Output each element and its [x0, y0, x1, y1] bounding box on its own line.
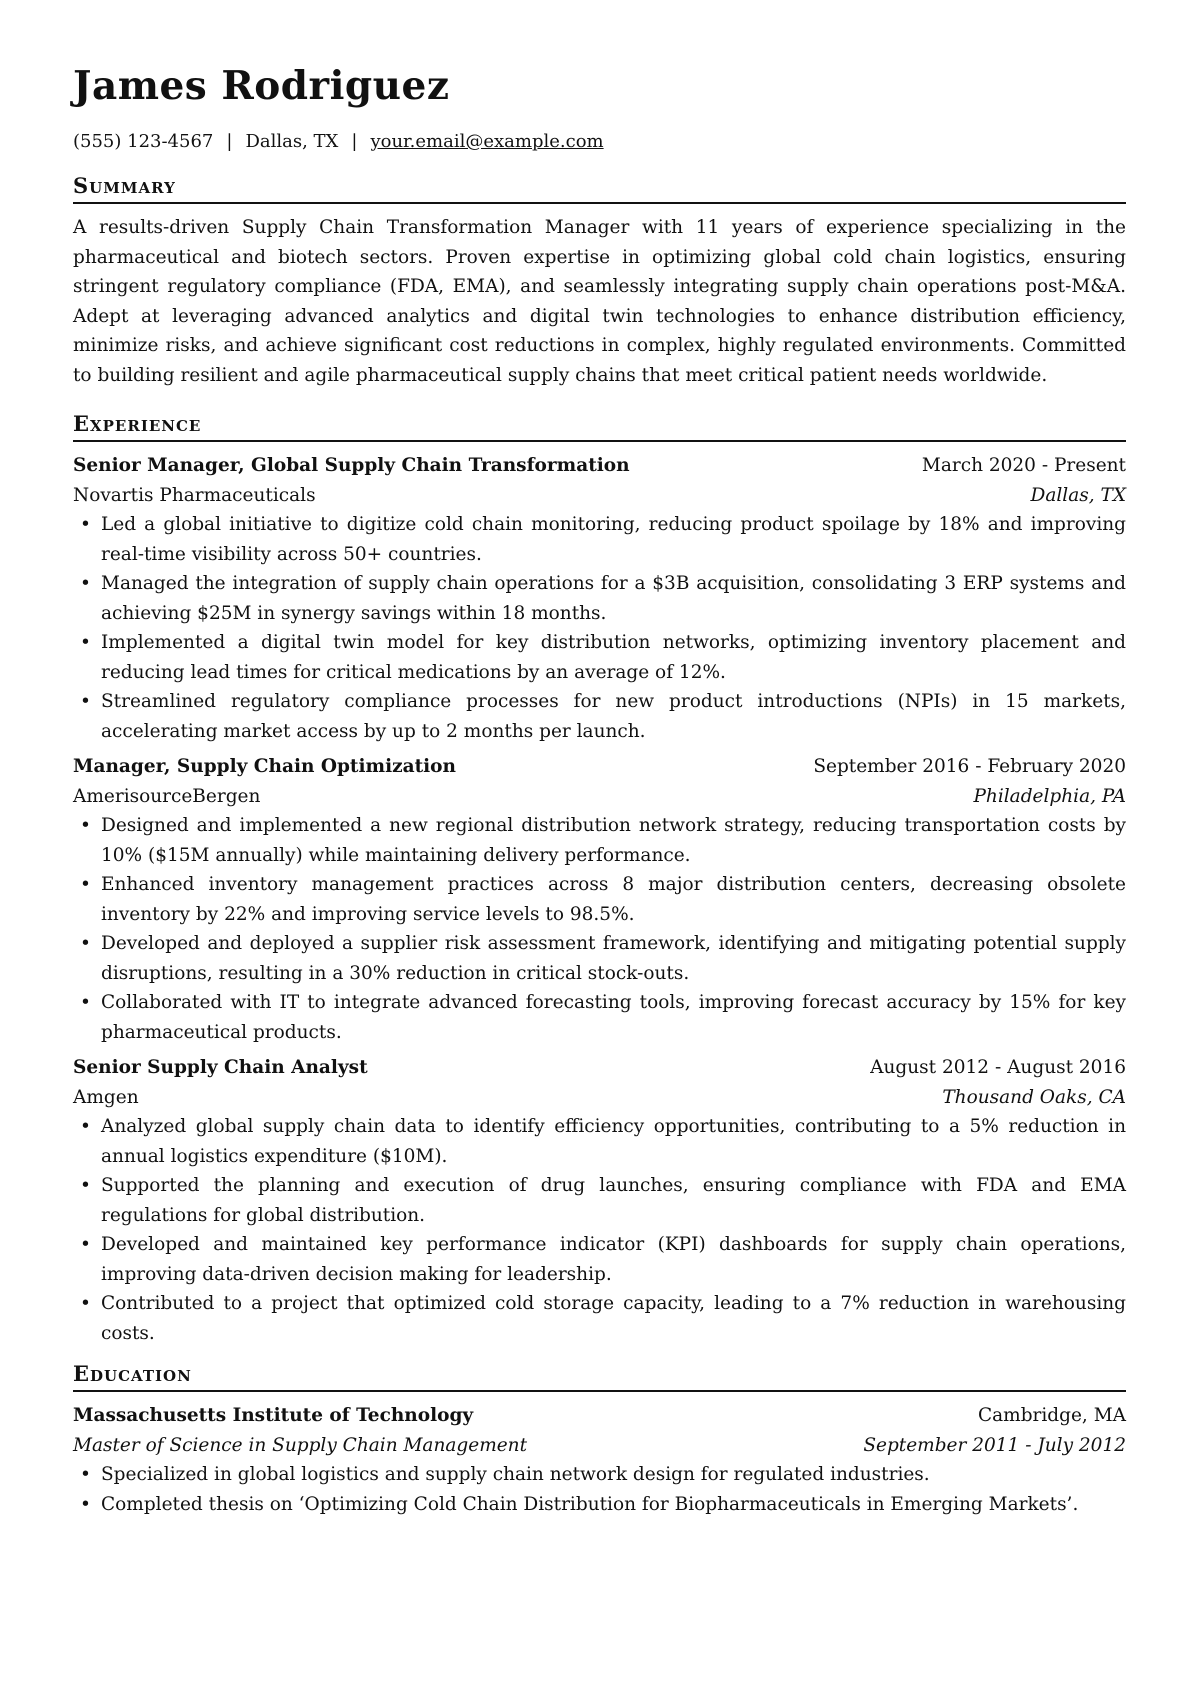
job-location: Dallas, TX — [1030, 484, 1126, 506]
bullet-item — [73, 1289, 1126, 1348]
job-bullets — [73, 1112, 1126, 1348]
bullet-item — [73, 569, 1126, 628]
job-dates: September 2016 - February 2020 — [813, 756, 1126, 777]
job-company-row — [73, 1083, 1126, 1113]
bullet-item — [73, 988, 1126, 1047]
candidate-name: James Rodriguez — [73, 63, 450, 109]
bullet-item — [73, 628, 1126, 687]
job-location: Philadelphia, PA — [973, 785, 1126, 807]
job-location: Thousand Oaks, CA — [942, 1086, 1126, 1108]
bullet-text: Managed the integration of supply chain operations for a $3B acquisition, consolidating 3 ERP systems and achieving $25M in synergy savings within 18 months. — [101, 573, 1126, 624]
degree-row — [73, 1431, 1126, 1461]
school-row — [73, 1401, 1126, 1431]
bullet-item — [73, 687, 1126, 746]
bullet-dot: • — [80, 514, 91, 535]
bullet-dot: • — [80, 1493, 91, 1515]
bullet-text: Enhanced inventory management practices across 8 major distribution centers, decreasing obsolete inventory by 22% and improving service levels to 98.5%. — [101, 874, 1126, 925]
bullet-text: Led a global initiative to digitize cold chain monitoring, reducing product spoilage by 18% and improving real-time visibility across 50+ countries. — [101, 514, 1126, 565]
bullet-dot: • — [80, 815, 91, 836]
education-bullets — [73, 1460, 1126, 1519]
bullet-text: Developed and maintained key performance indicator (KPI) dashboards for supply chain operations, improving data-driven decision making for leadership. — [101, 1234, 1126, 1285]
bullet-text: Collaborated with IT to integrate advanced forecasting tools, improving forecast accuracy by 15% for key pharmaceutical products. — [101, 992, 1126, 1043]
job-title: Senior Manager, Global Supply Chain Transformation — [73, 455, 630, 476]
bullet-text: Specialized in global logistics and supply chain network design for regulated industries. — [101, 1464, 930, 1485]
degree-dates: September 2011 - July 2012 — [863, 1434, 1126, 1456]
bullet-dot: • — [80, 691, 91, 712]
bullet-dot: • — [80, 1293, 91, 1314]
bullet-item — [73, 1112, 1126, 1171]
bullet-item — [73, 1171, 1126, 1230]
bullet-text: Contributed to a project that optimized cold storage capacity, leading to a 7% reduction in warehousing costs. — [101, 1293, 1126, 1344]
summary-heading: Summary — [73, 170, 1126, 204]
phone-number: (555) 123-4567 — [73, 131, 214, 152]
company-name: Novartis Pharmaceuticals — [73, 484, 316, 506]
bullet-dot: • — [80, 1464, 91, 1485]
bullet-text: Analyzed global supply chain data to identify efficiency opportunities, contributing to a 5% reduction in annual logistics expenditure ($10M). — [101, 1116, 1126, 1167]
education-heading: Education — [73, 1358, 1126, 1392]
location: Dallas, TX — [245, 131, 339, 152]
job-header-row — [73, 752, 1126, 782]
job-title: Manager, Supply Chain Optimization — [73, 756, 456, 777]
job-title: Senior Supply Chain Analyst — [73, 1057, 368, 1078]
bullet-item — [73, 510, 1126, 569]
job-header-row — [73, 1053, 1126, 1083]
job-entry — [73, 451, 1126, 746]
bullet-text: Developed and deployed a supplier risk assessment framework, identifying and mitigating potential supply disruptions, resulting in a 30% reduction in critical stock-outs. — [101, 933, 1126, 984]
job-bullets — [73, 811, 1126, 1047]
job-entry — [73, 1053, 1126, 1348]
degree-name: Master of Science in Supply Chain Management — [73, 1434, 528, 1456]
summary-text: A results-driven Supply Chain Transformation Manager with 11 years of experience specializing in the pharmaceutical and biotech sectors. Proven expertise in optimizing global cold chain logistics, ensuring stringent regulatory compliance (FDA, EMA), and seamlessly integrating supply chain operations post-M&A. Adept at leveraging advanced analytics and digital twin technologies to enhance distribution efficiency, minimize risks, and achieve significant cost reductions in complex, highly regulated environments. Committed to building resilient and agile pharmaceutical supply chains that meet critical patient needs worldwide. — [73, 217, 1126, 386]
job-dates: August 2012 - August 2016 — [870, 1057, 1126, 1078]
job-header-row — [73, 451, 1126, 481]
bullet-dot: • — [80, 933, 91, 954]
company-name: Amgen — [73, 1086, 139, 1108]
bullet-item — [73, 1230, 1126, 1289]
bullet-dot: • — [80, 632, 91, 653]
bullet-text: Completed thesis on ‘Optimizing Cold Chain Distribution for Biopharmaceuticals in Emerging Markets’. — [101, 1493, 1079, 1515]
job-company-row — [73, 481, 1126, 511]
bullet-item — [73, 1490, 1126, 1520]
school-location: Cambridge, MA — [977, 1405, 1126, 1426]
experience-heading: Experience — [73, 408, 1126, 442]
bullet-text: Designed and implemented a new regional distribution network strategy, reducing transportation costs by 10% ($15M annually) while maintaining delivery performance. — [101, 815, 1126, 866]
company-name: AmerisourceBergen — [73, 785, 261, 807]
bullet-dot: • — [80, 992, 91, 1013]
bullet-item — [73, 1460, 1126, 1490]
job-entry — [73, 752, 1126, 1047]
bullet-text: Implemented a digital twin model for key distribution networks, optimizing inventory placement and reducing lead times for critical medications by an average of 12%. — [101, 632, 1126, 683]
bullet-text: Streamlined regulatory compliance processes for new product introductions (NPIs) in 15 markets, accelerating market access by up to 2 months per launch. — [101, 691, 1126, 742]
bullet-dot: • — [80, 1116, 91, 1137]
contact-separator: | — [351, 131, 358, 152]
experience-section — [73, 408, 1126, 1348]
education-section — [73, 1358, 1126, 1519]
contact-line — [73, 130, 1126, 154]
bullet-dot: • — [80, 874, 91, 895]
bullet-item — [73, 929, 1126, 988]
bullet-item — [73, 811, 1126, 870]
bullet-dot: • — [80, 1234, 91, 1255]
email-link[interactable]: your.email@example.com — [370, 131, 604, 152]
bullet-item — [73, 870, 1126, 929]
job-company-row — [73, 782, 1126, 812]
bullet-dot: • — [80, 1175, 91, 1196]
summary-section — [73, 170, 1126, 390]
job-bullets — [73, 510, 1126, 746]
bullet-dot: • — [80, 573, 91, 594]
bullet-text: Supported the planning and execution of drug launches, ensuring compliance with FDA and EMA regulations for global distribution. — [101, 1175, 1126, 1226]
contact-separator: | — [226, 131, 233, 152]
school-name: Massachusetts Institute of Technology — [73, 1405, 474, 1426]
job-dates: March 2020 - Present — [921, 455, 1126, 476]
